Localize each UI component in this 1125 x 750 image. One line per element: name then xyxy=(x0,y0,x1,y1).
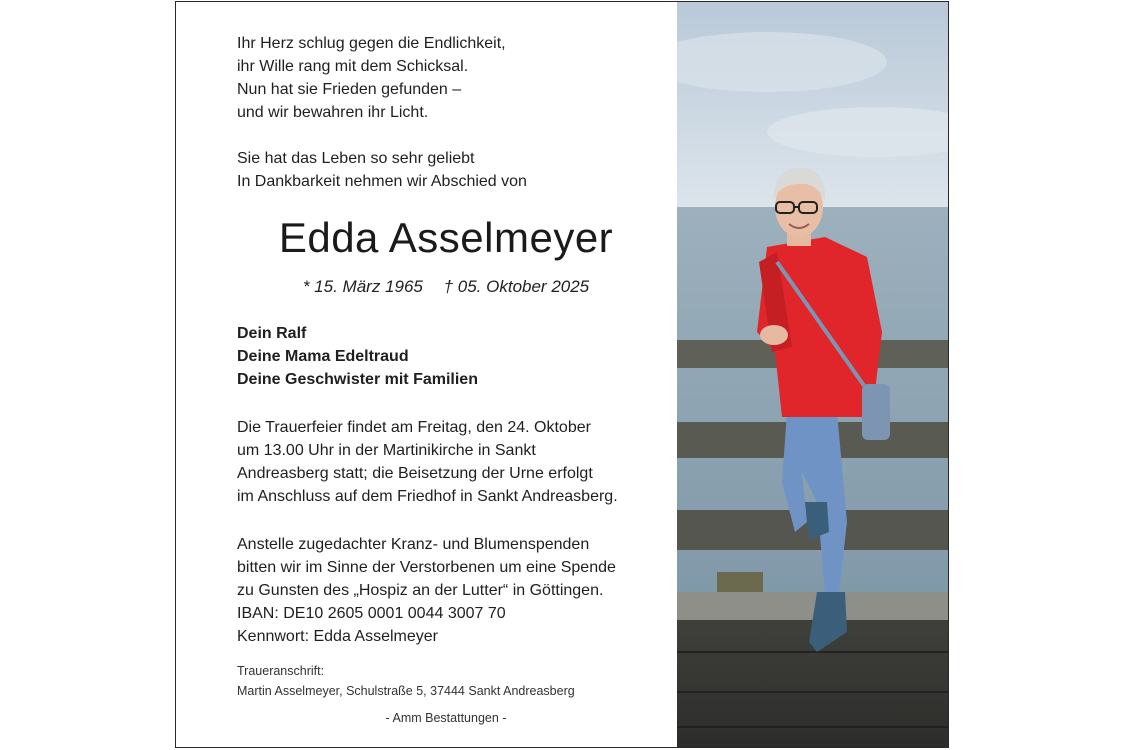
donation-line: bitten wir im Sinne der Verstorbenen um eine Spende xyxy=(237,559,616,576)
service-line: um 13.00 Uhr in der Martinikirche in Sankt xyxy=(237,442,536,459)
intro xyxy=(237,147,527,193)
obituary-notice xyxy=(175,1,949,748)
deceased-name: Edda Asselmeyer xyxy=(278,214,614,261)
keyword: Kennwort: Edda Asselmeyer xyxy=(237,628,438,645)
service-info xyxy=(237,416,618,508)
poem-line: ihr Wille rang mit dem Schicksal. xyxy=(237,58,469,75)
mourner: Dein Ralf xyxy=(237,325,307,342)
death-date: † 05. Oktober 2025 xyxy=(443,277,590,296)
mourning-address xyxy=(237,661,575,701)
donation-line: zu Gunsten des „Hospiz an der Lutter“ in Göttingen. xyxy=(237,582,604,599)
intro-line: Sie hat das Leben so sehr geliebt xyxy=(237,150,475,167)
address-line: Martin Asselmeyer, Schulstraße 5, 37444 Sankt Andreasberg xyxy=(237,684,575,698)
mourner: Deine Mama Edeltraud xyxy=(237,348,409,365)
birth-date: * 15. März 1965 xyxy=(302,277,423,296)
poem-line: Nun hat sie Frieden gefunden – xyxy=(237,81,462,98)
address-label: Traueranschrift: xyxy=(237,664,325,678)
life-dates xyxy=(176,277,716,297)
poem xyxy=(237,32,506,124)
poem-line: Ihr Herz schlug gegen die Endlichkeit, xyxy=(237,35,506,52)
portrait-photo xyxy=(677,2,949,747)
text-column xyxy=(176,2,677,747)
intro-line: In Dankbarkeit nehmen wir Abschied von xyxy=(237,173,527,190)
service-line: im Anschluss auf dem Friedhof in Sankt Andreasberg. xyxy=(237,488,618,505)
mourner: Deine Geschwister mit Familien xyxy=(237,371,478,388)
undertaker: - Amm Bestattungen - xyxy=(385,711,507,725)
service-line: Andreasberg statt; die Beisetzung der Urne erfolgt xyxy=(237,465,593,482)
donation-info xyxy=(237,533,616,648)
donation-line: Anstelle zugedachter Kranz- und Blumenspenden xyxy=(237,536,590,553)
mourners xyxy=(237,322,478,391)
poem-line: und wir bewahren ihr Licht. xyxy=(237,104,429,121)
portrait-photo-illustration xyxy=(677,2,949,747)
iban: IBAN: DE10 2605 0001 0044 3007 70 xyxy=(237,605,506,622)
service-line: Die Trauerfeier findet am Freitag, den 24. Oktober xyxy=(237,419,591,436)
